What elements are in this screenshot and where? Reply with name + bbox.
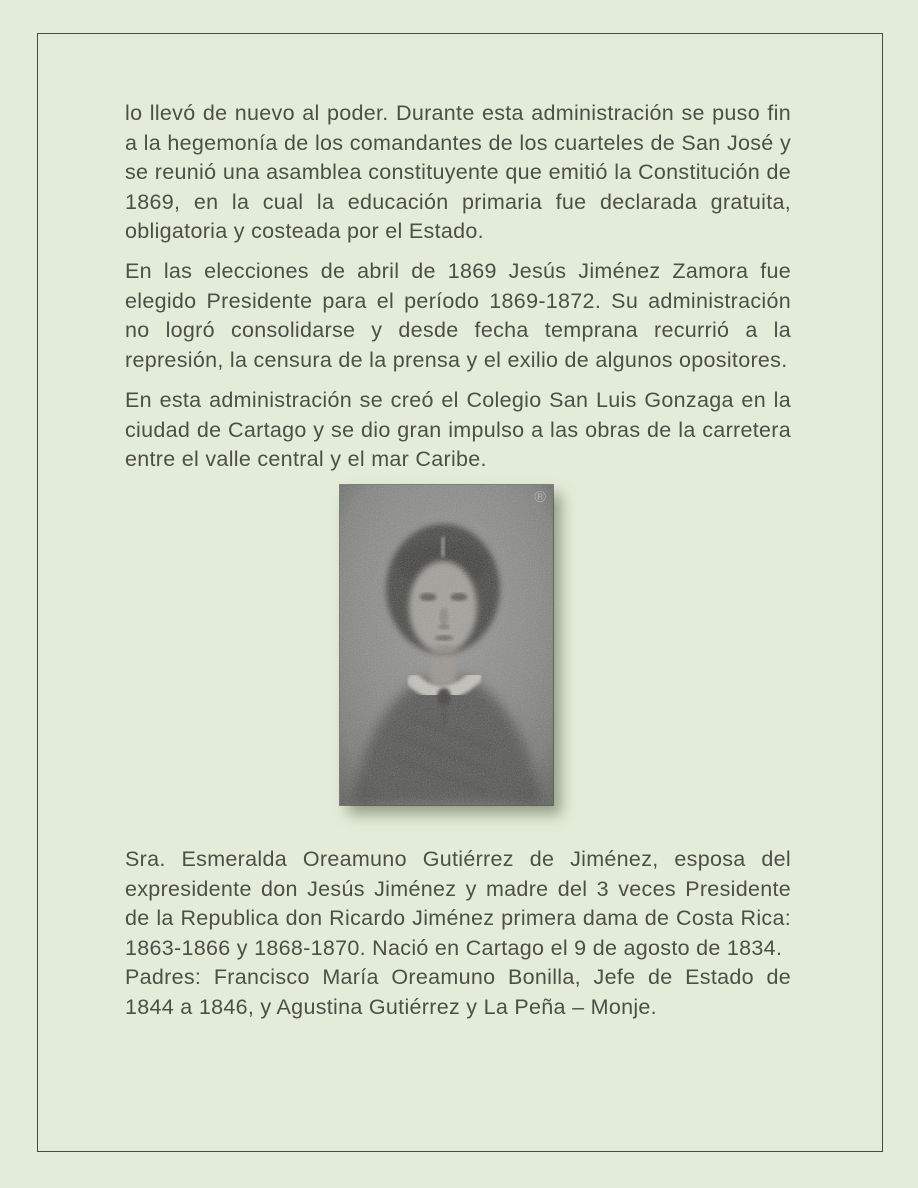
portrait-photo xyxy=(340,485,553,805)
registered-watermark-icon: ® xyxy=(534,489,546,506)
body-paragraph-2: En las elecciones de abril de 1869 Jesús Jiménez Zamora fue elegido Presidente para el período 1869-1872. Su administración no logró consolidarse y desde fecha temprana recurrió a la represión, la censura de la prensa y el exilio de algunos opositores. xyxy=(125,259,791,372)
body-paragraph-3: En esta administración se creó el Colegio San Luis Gonzaga en la ciudad de Cartago y se dio gran impulso a las obras de la carretera entre el valle central y el mar Caribe. xyxy=(125,388,791,472)
caption-paragraph-2: Padres: Francisco María Oreamuno Bonilla, Jefe de Estado de 1844 a 1846, y Agustina Gutiérrez y La Peña – Monje. xyxy=(125,965,791,1019)
body-paragraph-1: lo llevó de nuevo al poder. Durante esta administración se puso fin a la hegemonía de los comandantes de los cuarteles de San José y se reunió una asamblea constituyente que emitió la Constitución de 1869, en la cual la educación primaria fue declarada gratuita, obligatoria y costeada por el Estado. xyxy=(125,101,791,244)
photo-caption xyxy=(125,845,791,1023)
portrait-photo-image xyxy=(340,485,553,805)
caption-paragraph-1: Sra. Esmeralda Oreamuno Gutiérrez de Jiménez, esposa del expresidente don Jesús Jiménez y madre del 3 veces Presidente de la Republica don Ricardo Jiménez primera dama de Costa Rica: 1863-1866 y 1868-1870. Nació en Cartago el 9 de agosto de 1834. xyxy=(125,847,791,960)
